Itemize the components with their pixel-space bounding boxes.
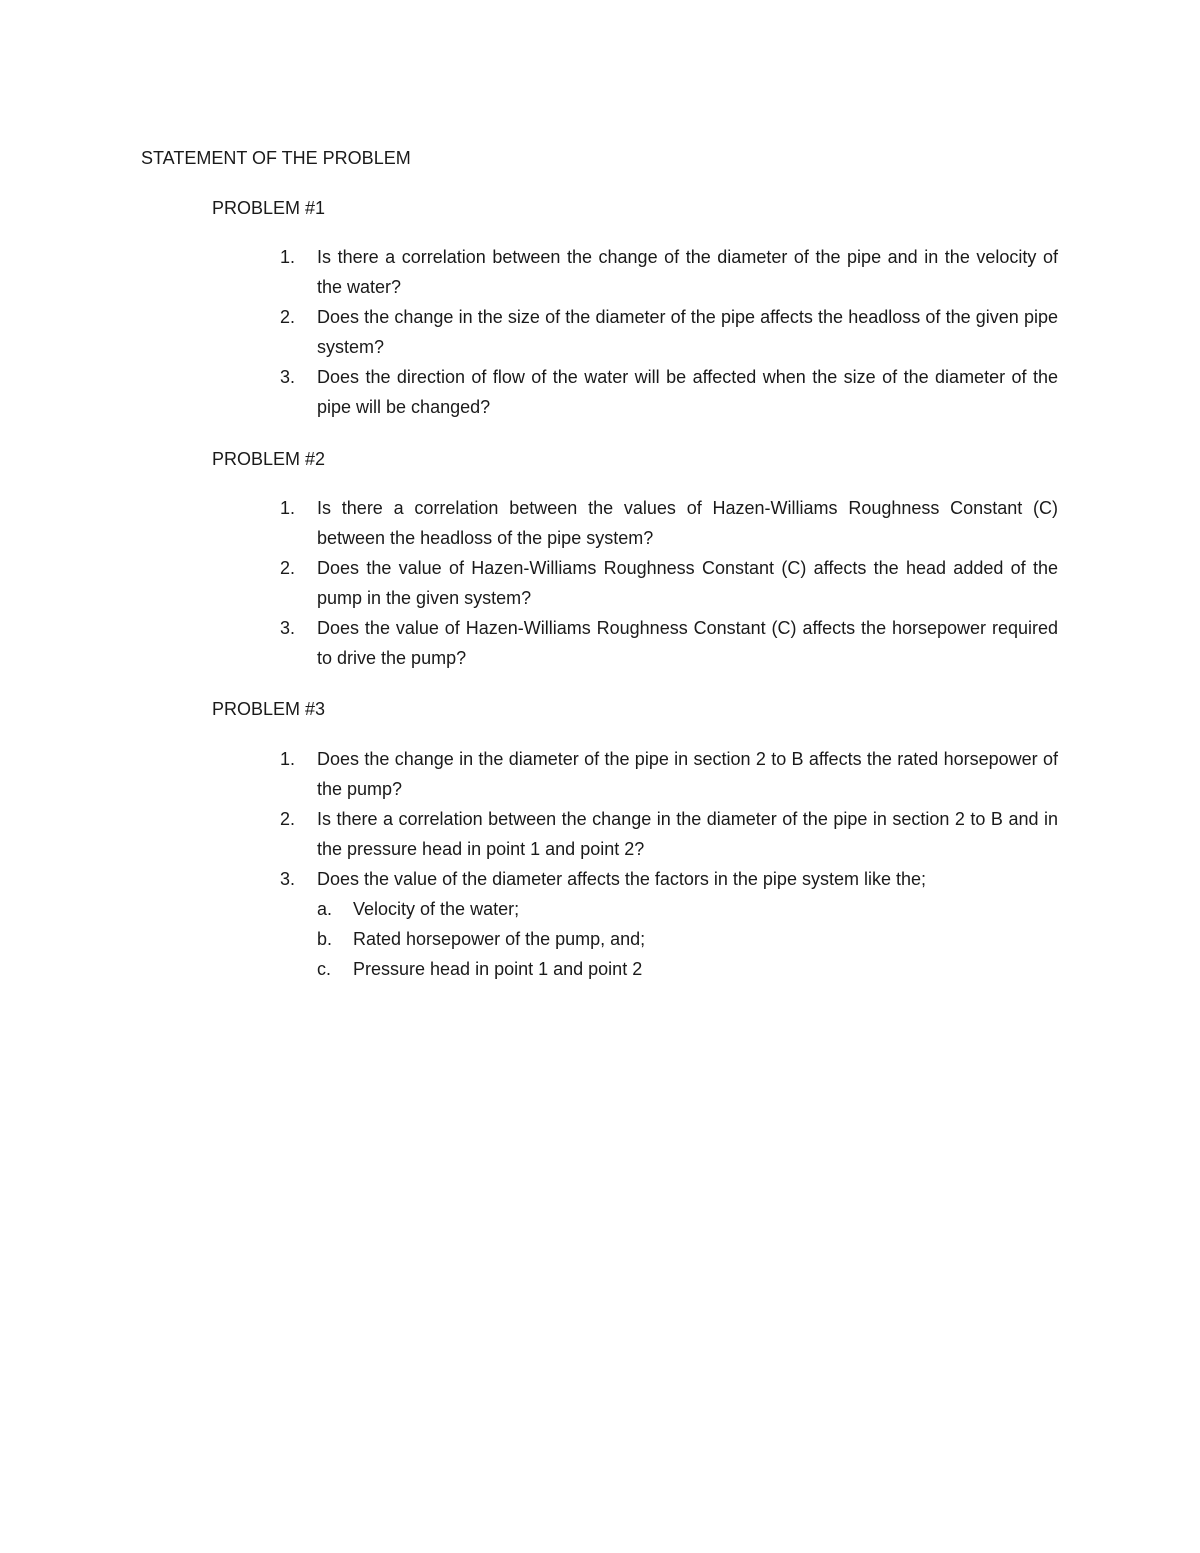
- item-text: Does the change in the diameter of the pipe in section 2 to B affects the rated horsepower of the pump?: [317, 749, 1058, 799]
- problem-3-item-2: [280, 804, 1058, 864]
- problem-1-item-3: [280, 362, 1058, 422]
- problem-2-item-2: [280, 553, 1058, 613]
- item-number: 1.: [280, 749, 296, 769]
- subitem-text: Velocity of the water;: [353, 899, 520, 919]
- subitem-letter: c.: [317, 959, 332, 979]
- item-text: Does the direction of flow of the water will be affected when the size of the diameter of the pipe will be changed?: [317, 367, 1058, 417]
- problem-2-item-1: [280, 493, 1058, 553]
- problem-3-item-1: [280, 744, 1058, 804]
- problem-3-subitem-c: [317, 954, 642, 984]
- item-text: Is there a correlation between the change in the diameter of the pipe in section 2 to B and in the pressure head in point 1 and point 2?: [317, 809, 1058, 859]
- problem-3-subitem-a: [317, 894, 519, 924]
- item-text: Does the change in the size of the diameter of the pipe affects the headloss of the given pipe system?: [317, 307, 1058, 357]
- problem-2-item-3: [280, 613, 1058, 673]
- item-text: Is there a correlation between the change of the diameter of the pipe and in the velocity of the water?: [317, 247, 1058, 297]
- problem-1-item-2: [280, 302, 1058, 362]
- item-number: 1.: [280, 247, 296, 267]
- item-number: 2.: [280, 558, 296, 578]
- document-title: STATEMENT OF THE PROBLEM: [141, 148, 411, 168]
- item-number: 1.: [280, 498, 296, 518]
- item-text: Does the value of Hazen-Williams Roughness Constant (C) affects the horsepower required to drive the pump?: [317, 618, 1058, 668]
- problem-1-item-1: [280, 242, 1058, 302]
- item-number: 2.: [280, 809, 296, 829]
- item-text: Does the value of the diameter affects the factors in the pipe system like the;: [317, 869, 926, 889]
- item-number: 3.: [280, 869, 296, 889]
- item-number: 3.: [280, 367, 296, 387]
- subitem-letter: a.: [317, 899, 333, 919]
- subitem-text: Pressure head in point 1 and point 2: [353, 959, 643, 979]
- subitem-letter: b.: [317, 929, 333, 949]
- problem-3-item-3: [280, 864, 1058, 894]
- item-number: 2.: [280, 307, 296, 327]
- subitem-text: Rated horsepower of the pump, and;: [353, 929, 646, 949]
- item-text: Is there a correlation between the values of Hazen-Williams Roughness Constant (C) between the headloss of the pipe system?: [317, 498, 1058, 548]
- item-number: 3.: [280, 618, 296, 638]
- item-text: Does the value of Hazen-Williams Roughness Constant (C) affects the head added of the pump in the given system?: [317, 558, 1058, 608]
- problem-1-heading: PROBLEM #1: [212, 198, 326, 218]
- problem-3-subitem-b: [317, 924, 645, 954]
- problem-3-heading: PROBLEM #3: [212, 699, 326, 719]
- problem-2-heading: PROBLEM #2: [212, 449, 326, 469]
